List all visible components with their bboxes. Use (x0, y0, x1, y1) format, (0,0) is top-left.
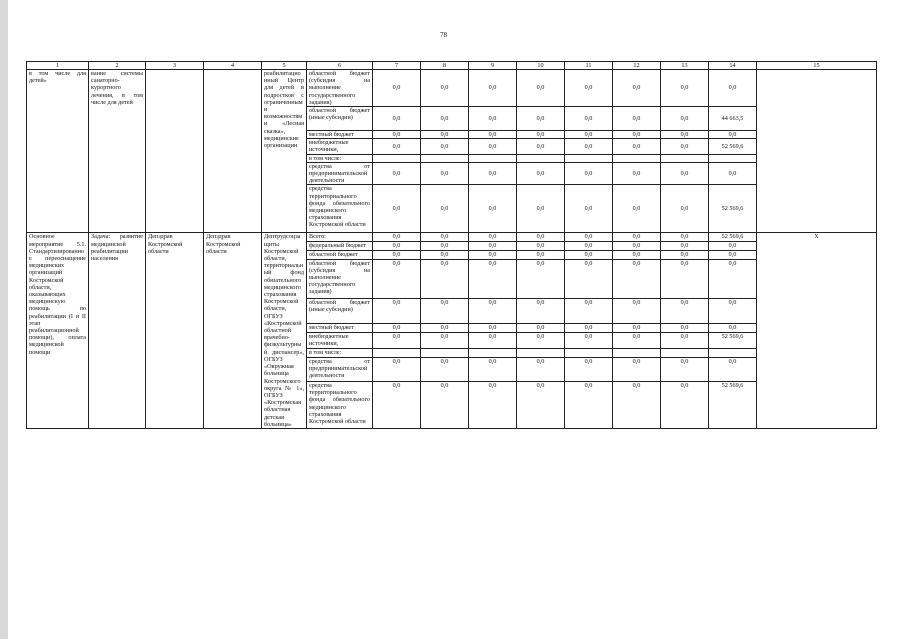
value-cell (469, 349, 517, 358)
value-cell (565, 349, 613, 358)
value-cell: 0,0 (565, 185, 613, 233)
value-cell: 0,0 (661, 70, 709, 107)
value-cell (709, 154, 757, 162)
value-cell: 0,0 (565, 70, 613, 107)
value-cell: 0,0 (709, 357, 757, 381)
value-cell: 0,0 (661, 324, 709, 333)
value-cell: 52 569,6 (709, 233, 757, 242)
value-cell: 0,0 (709, 259, 757, 298)
value-cell: 0,0 (661, 131, 709, 139)
value-cell: 0,0 (661, 298, 709, 323)
funding-source-label: средства от предпринимательской деятельности (307, 357, 373, 381)
value-cell (613, 154, 661, 162)
value-cell: 44 663,5 (709, 107, 757, 131)
value-cell: 0,0 (421, 233, 469, 242)
value-cell: 0,0 (661, 107, 709, 131)
value-cell: 0,0 (373, 324, 421, 333)
funding-source-label: федеральный бюджет (307, 242, 373, 251)
value-cell: 0,0 (613, 107, 661, 131)
header-cell: 6 (307, 62, 373, 70)
executor-cell: Депздрав Костромской области (146, 233, 204, 428)
value-cell: 0,0 (661, 139, 709, 154)
coexecutor-cell (204, 70, 262, 233)
value-cell: 0,0 (517, 107, 565, 131)
value-cell: 0,0 (469, 70, 517, 107)
funding-source-label: областной бюджет (иные субсидии) (307, 107, 373, 131)
funding-source-label: средства территориального фонда обязательного медицинского страхования Костромской области (307, 185, 373, 233)
value-cell: 0,0 (469, 107, 517, 131)
value-cell: 0,0 (469, 381, 517, 428)
funding-source-label: внебюджетные источники, (307, 139, 373, 154)
value-cell: 0,0 (469, 242, 517, 251)
value-cell: 0,0 (469, 162, 517, 185)
row-title-cell: Основное мероприятие 5.1. Стандартизированное переоснащение медицинских организаций Костромской области, оказывающих медицинскую помощь по реабилитации (I и II этап реабилитационной помощи), оплата медицинской помощи (27, 233, 89, 428)
value-cell: 0,0 (613, 250, 661, 259)
header-cell: 8 (421, 62, 469, 70)
funding-source-label: средства от предпринимательской деятельности (307, 162, 373, 185)
value-cell (517, 349, 565, 358)
funding-source-label: Всего: (307, 233, 373, 242)
value-cell: 0,0 (661, 162, 709, 185)
value-cell: 0,0 (661, 357, 709, 381)
task-cell: вание системы санаторно-курортного лечения, в том числе для детей (89, 70, 146, 233)
coexecutor-cell: Депздрав Костромской области (204, 233, 262, 428)
value-cell: 0,0 (661, 381, 709, 428)
header-cell: 12 (613, 62, 661, 70)
value-cell: 0,0 (565, 298, 613, 323)
row-title-cell: в том числе для детей» (27, 70, 89, 233)
value-cell (517, 154, 565, 162)
value-cell: 0,0 (421, 162, 469, 185)
table-body (27, 62, 877, 429)
value-cell: 0,0 (565, 357, 613, 381)
executor-cell (146, 70, 204, 233)
value-cell: 0,0 (373, 131, 421, 139)
value-cell: 52 569,6 (709, 185, 757, 233)
value-cell: 0,0 (469, 233, 517, 242)
page-edge (0, 0, 8, 639)
value-cell (421, 349, 469, 358)
value-cell: 0,0 (421, 139, 469, 154)
value-cell: 0,0 (565, 332, 613, 348)
value-cell: 0,0 (613, 242, 661, 251)
value-cell: 0,0 (421, 185, 469, 233)
value-cell: 0,0 (709, 298, 757, 323)
value-cell: 0,0 (373, 259, 421, 298)
value-cell: 0,0 (421, 242, 469, 251)
header-cell: 14 (709, 62, 757, 70)
value-cell: 0,0 (373, 242, 421, 251)
value-cell: 0,0 (709, 324, 757, 333)
value-cell: 0,0 (565, 233, 613, 242)
value-cell (373, 154, 421, 162)
value-cell (373, 349, 421, 358)
header-row (27, 62, 877, 70)
value-cell: 0,0 (517, 324, 565, 333)
funding-source-label: областной бюджет (307, 250, 373, 259)
value-cell: 0,0 (421, 298, 469, 323)
indicator-cell (757, 70, 877, 233)
value-cell: 0,0 (565, 107, 613, 131)
indicator-cell: X (757, 233, 877, 428)
funding-source-label: областной бюджет (субсидия на выполнение государственного задания) (307, 70, 373, 107)
value-cell: 0,0 (469, 259, 517, 298)
value-cell: 0,0 (565, 242, 613, 251)
value-cell: 0,0 (469, 131, 517, 139)
value-cell: 0,0 (613, 139, 661, 154)
value-cell: 0,0 (469, 139, 517, 154)
value-cell: 0,0 (709, 162, 757, 185)
header-cell: 2 (89, 62, 146, 70)
value-cell (661, 349, 709, 358)
value-cell: 0,0 (517, 131, 565, 139)
value-cell: 0,0 (709, 131, 757, 139)
value-cell: 0,0 (469, 357, 517, 381)
value-cell: 0,0 (373, 250, 421, 259)
header-cell: 13 (661, 62, 709, 70)
value-cell: 0,0 (709, 242, 757, 251)
value-cell: 0,0 (469, 185, 517, 233)
value-cell: 0,0 (613, 185, 661, 233)
funding-source-label: в том числе: (307, 349, 373, 358)
value-cell: 0,0 (709, 70, 757, 107)
value-cell: 0,0 (565, 259, 613, 298)
value-cell: 0,0 (517, 70, 565, 107)
value-cell: 0,0 (421, 250, 469, 259)
value-cell: 0,0 (517, 242, 565, 251)
value-cell: 0,0 (469, 250, 517, 259)
funding-source-label: местный бюджет (307, 324, 373, 333)
header-cell: 9 (469, 62, 517, 70)
page-number: 78 (440, 31, 447, 39)
budget-table (26, 61, 877, 429)
value-cell: 0,0 (613, 233, 661, 242)
value-cell: 0,0 (517, 250, 565, 259)
value-cell (661, 154, 709, 162)
funding-source-label: областной бюджет (субсидия на выполнение государственного задания) (307, 259, 373, 298)
value-cell: 0,0 (469, 324, 517, 333)
value-cell: 0,0 (421, 332, 469, 348)
value-cell (613, 349, 661, 358)
value-cell: 0,0 (517, 139, 565, 154)
value-cell: 0,0 (421, 131, 469, 139)
value-cell (709, 349, 757, 358)
value-cell: 0,0 (613, 131, 661, 139)
value-cell: 0,0 (613, 162, 661, 185)
value-cell: 0,0 (469, 298, 517, 323)
header-cell: 7 (373, 62, 421, 70)
header-cell: 1 (27, 62, 89, 70)
value-cell (421, 154, 469, 162)
value-cell: 52 569,6 (709, 139, 757, 154)
value-cell: 0,0 (517, 259, 565, 298)
value-cell: 0,0 (517, 381, 565, 428)
value-cell: 0,0 (565, 162, 613, 185)
value-cell: 52 569,6 (709, 381, 757, 428)
value-cell: 0,0 (613, 381, 661, 428)
header-cell: 4 (204, 62, 262, 70)
value-cell: 0,0 (373, 70, 421, 107)
value-cell: 0,0 (661, 259, 709, 298)
funding-source-label: областной бюджет (иные субсидии) (307, 298, 373, 323)
header-cell: 10 (517, 62, 565, 70)
header-cell: 11 (565, 62, 613, 70)
value-cell: 0,0 (661, 185, 709, 233)
value-cell: 0,0 (469, 332, 517, 348)
value-cell: 0,0 (661, 332, 709, 348)
value-cell: 0,0 (565, 250, 613, 259)
value-cell: 0,0 (613, 332, 661, 348)
value-cell: 0,0 (565, 324, 613, 333)
value-cell (565, 154, 613, 162)
table-row (27, 70, 877, 107)
value-cell: 0,0 (517, 332, 565, 348)
funding-source-label: в том числе: (307, 154, 373, 162)
value-cell: 0,0 (517, 298, 565, 323)
value-cell: 0,0 (661, 233, 709, 242)
value-cell: 0,0 (661, 250, 709, 259)
value-cell: 0,0 (373, 381, 421, 428)
value-cell: 0,0 (517, 185, 565, 233)
funding-source-label: внебюджетные источники, (307, 332, 373, 348)
funding-source-label: средства территориального фонда обязательного медицинского страхования Костромской области (307, 381, 373, 428)
value-cell: 0,0 (373, 185, 421, 233)
value-cell: 0,0 (421, 381, 469, 428)
header-cell: 5 (262, 62, 307, 70)
value-cell: 0,0 (661, 242, 709, 251)
value-cell: 0,0 (613, 259, 661, 298)
value-cell: 0,0 (613, 324, 661, 333)
header-cell: 3 (146, 62, 204, 70)
value-cell: 52 569,6 (709, 332, 757, 348)
value-cell: 0,0 (613, 357, 661, 381)
value-cell: 0,0 (517, 162, 565, 185)
value-cell: 0,0 (421, 70, 469, 107)
value-cell (469, 154, 517, 162)
value-cell: 0,0 (613, 70, 661, 107)
funding-source-label: местный бюджет (307, 131, 373, 139)
value-cell: 0,0 (373, 357, 421, 381)
value-cell: 0,0 (373, 107, 421, 131)
participants-cell: реабилитационный Центр для детей и подростков с ограниченными возможностями «Лесная сказка», медицинские организации (262, 70, 307, 233)
value-cell: 0,0 (613, 298, 661, 323)
value-cell: 0,0 (373, 162, 421, 185)
value-cell: 0,0 (517, 357, 565, 381)
header-cell: 15 (757, 62, 877, 70)
table-row (27, 233, 877, 242)
value-cell: 0,0 (373, 298, 421, 323)
value-cell: 0,0 (373, 332, 421, 348)
value-cell: 0,0 (517, 233, 565, 242)
value-cell: 0,0 (421, 107, 469, 131)
task-cell: Задача: развитие медицинской реабилитации населения (89, 233, 146, 428)
value-cell: 0,0 (421, 357, 469, 381)
value-cell: 0,0 (565, 131, 613, 139)
participants-cell: Дептрудсоцзащиты Костромской области, территориальный фонд обязательного медицинского страхования Костромской области, ОГБУЗ «Костромской областной врачебно-физкультурный диспансер», ОГБУЗ «Окружная больница Костромского округа № 1», ОГБУЗ «Костромская областная детская больница» (262, 233, 307, 428)
value-cell: 0,0 (373, 139, 421, 154)
value-cell: 0,0 (565, 139, 613, 154)
value-cell: 0,0 (709, 250, 757, 259)
value-cell: 0,0 (421, 259, 469, 298)
value-cell: 0,0 (565, 381, 613, 428)
value-cell: 0,0 (421, 324, 469, 333)
value-cell: 0,0 (373, 233, 421, 242)
